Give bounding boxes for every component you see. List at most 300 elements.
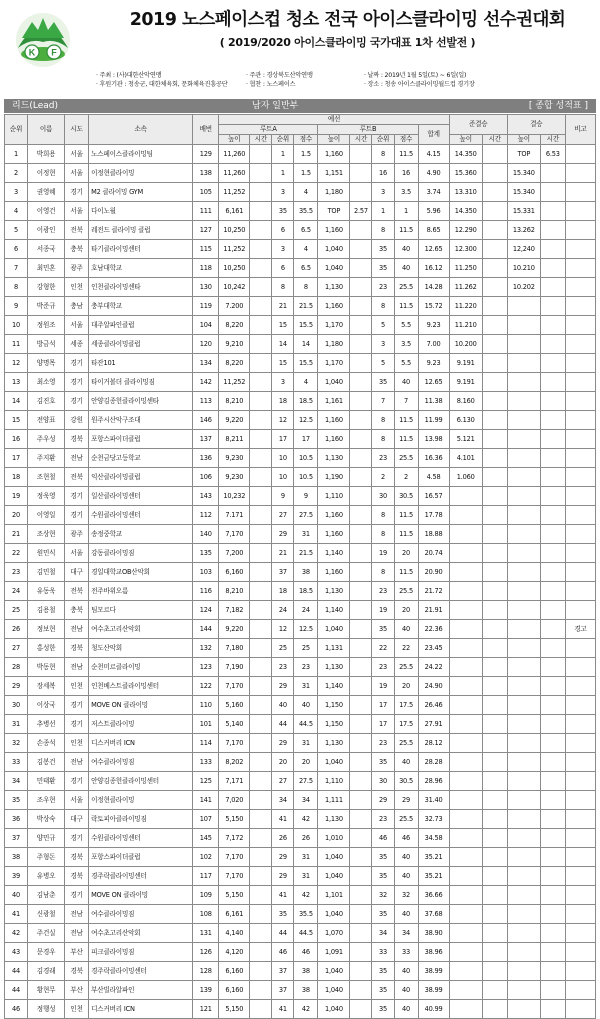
cell-note bbox=[565, 316, 595, 335]
cell-total: 16.57 bbox=[418, 487, 449, 506]
cell-semi-time bbox=[482, 1000, 507, 1019]
cell-a-place: 46 bbox=[272, 943, 294, 962]
page-subtitle: ( 2019/2020 아이스클라이밍 국가대표 1차 선발전 ) bbox=[219, 36, 476, 49]
cell-a-time bbox=[250, 411, 272, 430]
cell-b-time bbox=[350, 639, 372, 658]
cell-name: 전양표 bbox=[28, 411, 65, 430]
cell-semi-time bbox=[482, 658, 507, 677]
cell-final-height bbox=[507, 791, 540, 810]
cell-a-height: 6,160 bbox=[219, 962, 250, 981]
cell-note bbox=[565, 373, 595, 392]
cell-final-height bbox=[507, 810, 540, 829]
cell-b-time bbox=[350, 544, 372, 563]
cell-a-points: 21.5 bbox=[294, 544, 318, 563]
cell-b-points: 1 bbox=[394, 202, 418, 221]
cell-a-height: 6,160 bbox=[219, 981, 250, 1000]
cell-b-height: 1,150 bbox=[318, 696, 350, 715]
cell-rank: 10 bbox=[5, 316, 28, 335]
cell-rank: 16 bbox=[5, 430, 28, 449]
cell-name: 정원조 bbox=[28, 316, 65, 335]
cell-note bbox=[565, 259, 595, 278]
col-name: 이름 bbox=[28, 115, 65, 145]
cell-affiliation: 여수클라이밍짐 bbox=[89, 753, 193, 772]
cell-rank: 46 bbox=[5, 1000, 28, 1019]
cell-a-points: 18.5 bbox=[294, 392, 318, 411]
col-bib: 배번 bbox=[193, 115, 219, 145]
cell-a-points: 31 bbox=[294, 525, 318, 544]
cell-a-height: 9,210 bbox=[219, 335, 250, 354]
federation-logo-icon bbox=[12, 8, 74, 70]
cell-a-place: 29 bbox=[272, 848, 294, 867]
cell-b-place: 22 bbox=[372, 639, 394, 658]
cell-b-time bbox=[350, 354, 372, 373]
cell-affiliation: MOVE ON 클라이밍 bbox=[89, 696, 193, 715]
cell-name: 문경우 bbox=[28, 943, 65, 962]
col-note: 비고 bbox=[565, 115, 595, 145]
table-row bbox=[5, 487, 596, 506]
cell-rank: 3 bbox=[5, 183, 28, 202]
cell-b-points: 32 bbox=[394, 886, 418, 905]
cell-a-place: 41 bbox=[272, 810, 294, 829]
cell-a-time bbox=[250, 924, 272, 943]
cell-a-time bbox=[250, 373, 272, 392]
cell-a-time bbox=[250, 886, 272, 905]
cell-name: 신광철 bbox=[28, 905, 65, 924]
cell-note bbox=[565, 411, 595, 430]
cell-b-points: 40 bbox=[394, 620, 418, 639]
cell-name: 이상국 bbox=[28, 696, 65, 715]
group-final: 결승 bbox=[507, 115, 565, 135]
cell-bib: 107 bbox=[193, 810, 219, 829]
cell-b-height: TOP bbox=[318, 202, 350, 221]
cell-a-time bbox=[250, 791, 272, 810]
cell-affiliation: 여수클라이밍짐 bbox=[89, 905, 193, 924]
cell-a-time bbox=[250, 943, 272, 962]
info-date: · 날짜 : 2019년 1월 5일(토) ~ 6일(일) bbox=[364, 72, 467, 79]
cell-bib: 123 bbox=[193, 658, 219, 677]
cell-a-place: 3 bbox=[272, 183, 294, 202]
cell-b-place: 23 bbox=[372, 658, 394, 677]
cell-bib: 141 bbox=[193, 791, 219, 810]
cell-name: 박준규 bbox=[28, 297, 65, 316]
table-row bbox=[5, 1000, 596, 1019]
cell-note bbox=[565, 506, 595, 525]
cell-affiliation: 락토피아클라이밍짐 bbox=[89, 810, 193, 829]
table-row bbox=[5, 297, 596, 316]
cell-affiliation: 타기클라이밍센터 bbox=[89, 240, 193, 259]
cell-total: 27.91 bbox=[418, 715, 449, 734]
cell-final-height bbox=[507, 1000, 540, 1019]
cell-a-time bbox=[250, 772, 272, 791]
cell-note bbox=[565, 544, 595, 563]
cell-b-height: 1,130 bbox=[318, 734, 350, 753]
cell-semi-time bbox=[482, 411, 507, 430]
table-row bbox=[5, 886, 596, 905]
cell-a-place: 6 bbox=[272, 259, 294, 278]
cell-city: 전북 bbox=[65, 582, 89, 601]
info-venue: · 장소 : 청송 아이스클라이밍월드컵 경기장 bbox=[364, 81, 475, 88]
cell-a-time bbox=[250, 354, 272, 373]
cell-name: 최민혼 bbox=[28, 259, 65, 278]
col-rank: 순위 bbox=[5, 115, 28, 145]
cell-b-points: 40 bbox=[394, 848, 418, 867]
cell-final-height bbox=[507, 696, 540, 715]
cell-name: 강형한 bbox=[28, 278, 65, 297]
cell-bib: 112 bbox=[193, 506, 219, 525]
cell-b-height: 1,040 bbox=[318, 373, 350, 392]
cell-b-time bbox=[350, 430, 372, 449]
cell-name: 방금석 bbox=[28, 335, 65, 354]
cell-rank: 44 bbox=[5, 962, 28, 981]
cell-semi-time bbox=[482, 696, 507, 715]
cell-note bbox=[565, 867, 595, 886]
table-row bbox=[5, 544, 596, 563]
cell-bib: 103 bbox=[193, 563, 219, 582]
cell-total: 4.90 bbox=[418, 164, 449, 183]
cell-final-height bbox=[507, 886, 540, 905]
cell-a-points: 31 bbox=[294, 734, 318, 753]
cell-rank: 36 bbox=[5, 810, 28, 829]
cell-final-height bbox=[507, 639, 540, 658]
table-row bbox=[5, 848, 596, 867]
cell-a-points: 23 bbox=[294, 658, 318, 677]
cell-a-place: 41 bbox=[272, 1000, 294, 1019]
cell-final-time bbox=[540, 943, 565, 962]
page-header bbox=[0, 0, 600, 98]
cell-bib: 146 bbox=[193, 411, 219, 430]
cell-semi-time bbox=[482, 563, 507, 582]
cell-semi-height bbox=[449, 810, 482, 829]
group-semi: 준결승 bbox=[449, 115, 507, 135]
cell-rank: 9 bbox=[5, 297, 28, 316]
cell-final-height bbox=[507, 506, 540, 525]
cell-note bbox=[565, 297, 595, 316]
cell-semi-time bbox=[482, 487, 507, 506]
cell-city: 대구 bbox=[65, 563, 89, 582]
cell-b-points: 16 bbox=[394, 164, 418, 183]
cell-final-time bbox=[540, 278, 565, 297]
cell-a-place: 27 bbox=[272, 772, 294, 791]
cell-city: 경기 bbox=[65, 696, 89, 715]
cell-total: 38.99 bbox=[418, 962, 449, 981]
cell-affiliation: 레전드 클라이밍 클럽 bbox=[89, 221, 193, 240]
cell-final-height bbox=[507, 962, 540, 981]
cell-a-height: 11,260 bbox=[219, 164, 250, 183]
cell-b-points: 11.5 bbox=[394, 145, 418, 164]
cell-bib: 109 bbox=[193, 886, 219, 905]
cell-final-time bbox=[540, 772, 565, 791]
cell-note bbox=[565, 943, 595, 962]
cell-a-time bbox=[250, 563, 272, 582]
cell-a-place: 41 bbox=[272, 886, 294, 905]
cell-a-time bbox=[250, 506, 272, 525]
cell-b-height: 1,160 bbox=[318, 221, 350, 240]
cell-a-height: 6,161 bbox=[219, 202, 250, 221]
cell-a-points: 20 bbox=[294, 753, 318, 772]
table-row bbox=[5, 677, 596, 696]
cell-a-time bbox=[250, 905, 272, 924]
cell-city: 전남 bbox=[65, 449, 89, 468]
cell-total: 4.58 bbox=[418, 468, 449, 487]
cell-a-height: 8,202 bbox=[219, 753, 250, 772]
cell-b-time bbox=[350, 316, 372, 335]
cell-a-points: 1.5 bbox=[294, 164, 318, 183]
cell-a-points: 12.5 bbox=[294, 620, 318, 639]
cell-total: 31.40 bbox=[418, 791, 449, 810]
cell-a-height: 8,220 bbox=[219, 354, 250, 373]
cell-b-place: 3 bbox=[372, 335, 394, 354]
cell-b-height: 1,130 bbox=[318, 278, 350, 297]
table-row bbox=[5, 715, 596, 734]
table-row bbox=[5, 183, 596, 202]
cell-a-height: 4,120 bbox=[219, 943, 250, 962]
cell-b-time bbox=[350, 1000, 372, 1019]
cell-final-height: 10.202 bbox=[507, 278, 540, 297]
cell-a-time bbox=[250, 639, 272, 658]
cell-semi-height bbox=[449, 848, 482, 867]
cell-b-place: 35 bbox=[372, 867, 394, 886]
cell-city: 전남 bbox=[65, 924, 89, 943]
cell-a-time bbox=[250, 392, 272, 411]
table-row bbox=[5, 924, 596, 943]
table-row bbox=[5, 164, 596, 183]
cell-a-height: 7,171 bbox=[219, 772, 250, 791]
cell-b-height: 1,040 bbox=[318, 259, 350, 278]
cell-b-time bbox=[350, 183, 372, 202]
cell-b-place: 8 bbox=[372, 563, 394, 582]
cell-final-time bbox=[540, 430, 565, 449]
cell-semi-time bbox=[482, 829, 507, 848]
cell-b-time bbox=[350, 240, 372, 259]
cell-b-place: 23 bbox=[372, 810, 394, 829]
cell-total: 18.88 bbox=[418, 525, 449, 544]
cell-semi-height bbox=[449, 829, 482, 848]
cell-total: 11.38 bbox=[418, 392, 449, 411]
cell-b-points: 11.5 bbox=[394, 430, 418, 449]
cell-rank: 21 bbox=[5, 525, 28, 544]
cell-city: 부산 bbox=[65, 981, 89, 1000]
cell-total: 12.65 bbox=[418, 240, 449, 259]
cell-a-height: 5,160 bbox=[219, 696, 250, 715]
cell-affiliation: 수원클라이밍센터 bbox=[89, 506, 193, 525]
cell-final-time bbox=[540, 791, 565, 810]
cell-b-height: 1,160 bbox=[318, 145, 350, 164]
cell-b-height: 1,170 bbox=[318, 316, 350, 335]
cell-b-time bbox=[350, 658, 372, 677]
cell-b-height: 1,130 bbox=[318, 449, 350, 468]
cell-b-points: 40 bbox=[394, 905, 418, 924]
cell-rank: 29 bbox=[5, 677, 28, 696]
cell-a-place: 6 bbox=[272, 221, 294, 240]
cell-note bbox=[565, 734, 595, 753]
cell-affiliation: 인천클라이밍센타 bbox=[89, 278, 193, 297]
cell-name: 황현무 bbox=[28, 981, 65, 1000]
cell-final-time bbox=[540, 867, 565, 886]
logo-letter-f: F bbox=[51, 47, 57, 58]
cell-b-points: 40 bbox=[394, 240, 418, 259]
cell-semi-height: 12.290 bbox=[449, 221, 482, 240]
cell-bib: 136 bbox=[193, 449, 219, 468]
cell-b-height: 1,091 bbox=[318, 943, 350, 962]
cell-b-height: 1,040 bbox=[318, 240, 350, 259]
cell-rank: 1 bbox=[5, 145, 28, 164]
cell-b-place: 35 bbox=[372, 1000, 394, 1019]
cell-note bbox=[565, 715, 595, 734]
cell-final-time bbox=[540, 905, 565, 924]
cell-name: 이영건 bbox=[28, 202, 65, 221]
cell-b-time bbox=[350, 164, 372, 183]
cell-bib: 101 bbox=[193, 715, 219, 734]
cell-name: 정욱영 bbox=[28, 487, 65, 506]
col-total: 합계 bbox=[418, 125, 449, 145]
cell-final-time bbox=[540, 316, 565, 335]
cell-city: 인천 bbox=[65, 1000, 89, 1019]
cell-city: 경북 bbox=[65, 962, 89, 981]
cell-b-time bbox=[350, 810, 372, 829]
cell-b-place: 16 bbox=[372, 164, 394, 183]
cell-final-height bbox=[507, 753, 540, 772]
cell-bib: 114 bbox=[193, 734, 219, 753]
cell-b-time bbox=[350, 696, 372, 715]
table-row bbox=[5, 335, 596, 354]
cell-note bbox=[565, 525, 595, 544]
cell-b-time bbox=[350, 962, 372, 981]
info-host: · 주최 : (사)대한산악연맹 bbox=[96, 72, 162, 79]
cell-a-height: 10,242 bbox=[219, 278, 250, 297]
cell-b-points: 11.5 bbox=[394, 297, 418, 316]
cell-note bbox=[565, 886, 595, 905]
cell-city: 전남 bbox=[65, 753, 89, 772]
cell-total: 28.28 bbox=[418, 753, 449, 772]
cell-b-time bbox=[350, 791, 372, 810]
cell-a-height: 9,220 bbox=[219, 411, 250, 430]
col-a-height: 높이 bbox=[219, 135, 250, 145]
cell-semi-height: 9.191 bbox=[449, 354, 482, 373]
cell-bib: 110 bbox=[193, 696, 219, 715]
cell-a-time bbox=[250, 449, 272, 468]
cell-b-place: 29 bbox=[372, 791, 394, 810]
cell-city: 충북 bbox=[65, 240, 89, 259]
table-row bbox=[5, 506, 596, 525]
cell-final-height bbox=[507, 297, 540, 316]
col-final-height: 높이 bbox=[507, 135, 540, 145]
cell-a-time bbox=[250, 316, 272, 335]
cell-final-height bbox=[507, 943, 540, 962]
cell-rank: 24 bbox=[5, 582, 28, 601]
cell-final-height bbox=[507, 620, 540, 639]
cell-b-height: 1,130 bbox=[318, 658, 350, 677]
cell-name: 추병선 bbox=[28, 715, 65, 734]
cell-affiliation: 디스커버리 ICN bbox=[89, 734, 193, 753]
table-row bbox=[5, 639, 596, 658]
cell-bib: 124 bbox=[193, 601, 219, 620]
cell-city: 서울 bbox=[65, 164, 89, 183]
cell-a-time bbox=[250, 525, 272, 544]
cell-b-height: 1,150 bbox=[318, 715, 350, 734]
cell-final-time bbox=[540, 563, 565, 582]
cell-city: 인천 bbox=[65, 278, 89, 297]
table-row bbox=[5, 221, 596, 240]
cell-semi-height bbox=[449, 1000, 482, 1019]
cell-rank: 40 bbox=[5, 886, 28, 905]
category-bar bbox=[4, 99, 596, 113]
cell-rank: 26 bbox=[5, 620, 28, 639]
cell-b-height: 1,131 bbox=[318, 639, 350, 658]
cell-note bbox=[565, 449, 595, 468]
cell-semi-height: 11.220 bbox=[449, 297, 482, 316]
cell-a-place: 35 bbox=[272, 202, 294, 221]
cell-semi-height: 10.200 bbox=[449, 335, 482, 354]
cell-total: 20.90 bbox=[418, 563, 449, 582]
cell-final-height: 13.262 bbox=[507, 221, 540, 240]
cell-final-height bbox=[507, 848, 540, 867]
cell-b-place: 35 bbox=[372, 240, 394, 259]
cell-b-time bbox=[350, 848, 372, 867]
cell-a-points: 15.5 bbox=[294, 354, 318, 373]
cell-semi-time bbox=[482, 506, 507, 525]
cell-b-place: 35 bbox=[372, 620, 394, 639]
cell-name: 정보현 bbox=[28, 620, 65, 639]
cell-semi-time bbox=[482, 905, 507, 924]
cell-a-time bbox=[250, 202, 272, 221]
cell-rank: 35 bbox=[5, 791, 28, 810]
cell-semi-time bbox=[482, 145, 507, 164]
cell-total: 21.72 bbox=[418, 582, 449, 601]
cell-note bbox=[565, 810, 595, 829]
cell-a-place: 14 bbox=[272, 335, 294, 354]
cell-b-place: 46 bbox=[372, 829, 394, 848]
cell-b-points: 40 bbox=[394, 981, 418, 1000]
cell-b-place: 35 bbox=[372, 373, 394, 392]
cell-bib: 144 bbox=[193, 620, 219, 639]
cell-b-place: 23 bbox=[372, 449, 394, 468]
cell-name: 유병오 bbox=[28, 867, 65, 886]
cell-total: 16.12 bbox=[418, 259, 449, 278]
cell-semi-height bbox=[449, 905, 482, 924]
cell-b-height: 1,040 bbox=[318, 867, 350, 886]
cell-total: 37.68 bbox=[418, 905, 449, 924]
col-b-height: 높이 bbox=[318, 135, 350, 145]
cell-b-height: 1,160 bbox=[318, 563, 350, 582]
cell-a-time bbox=[250, 829, 272, 848]
cell-total: 14.28 bbox=[418, 278, 449, 297]
table-row bbox=[5, 354, 596, 373]
cell-final-time bbox=[540, 297, 565, 316]
col-final-time: 시간 bbox=[540, 135, 565, 145]
cell-b-place: 8 bbox=[372, 145, 394, 164]
table-row bbox=[5, 829, 596, 848]
cell-rank: 34 bbox=[5, 772, 28, 791]
cell-b-place: 30 bbox=[372, 772, 394, 791]
cell-a-place: 8 bbox=[272, 278, 294, 297]
cell-city: 경기 bbox=[65, 487, 89, 506]
cell-rank: 37 bbox=[5, 829, 28, 848]
cell-city: 서울 bbox=[65, 145, 89, 164]
cell-b-place: 33 bbox=[372, 943, 394, 962]
cell-final-height: TOP bbox=[507, 145, 540, 164]
cell-note bbox=[565, 145, 595, 164]
cell-bib: 130 bbox=[193, 278, 219, 297]
cell-city: 전북 bbox=[65, 468, 89, 487]
cell-semi-height: 4.101 bbox=[449, 449, 482, 468]
cell-b-points: 3.5 bbox=[394, 335, 418, 354]
cell-a-time bbox=[250, 620, 272, 639]
cell-b-time: 2.57 bbox=[350, 202, 372, 221]
cell-a-place: 9 bbox=[272, 487, 294, 506]
cell-name: 박상숙 bbox=[28, 810, 65, 829]
table-row bbox=[5, 867, 596, 886]
cell-city: 경북 bbox=[65, 430, 89, 449]
